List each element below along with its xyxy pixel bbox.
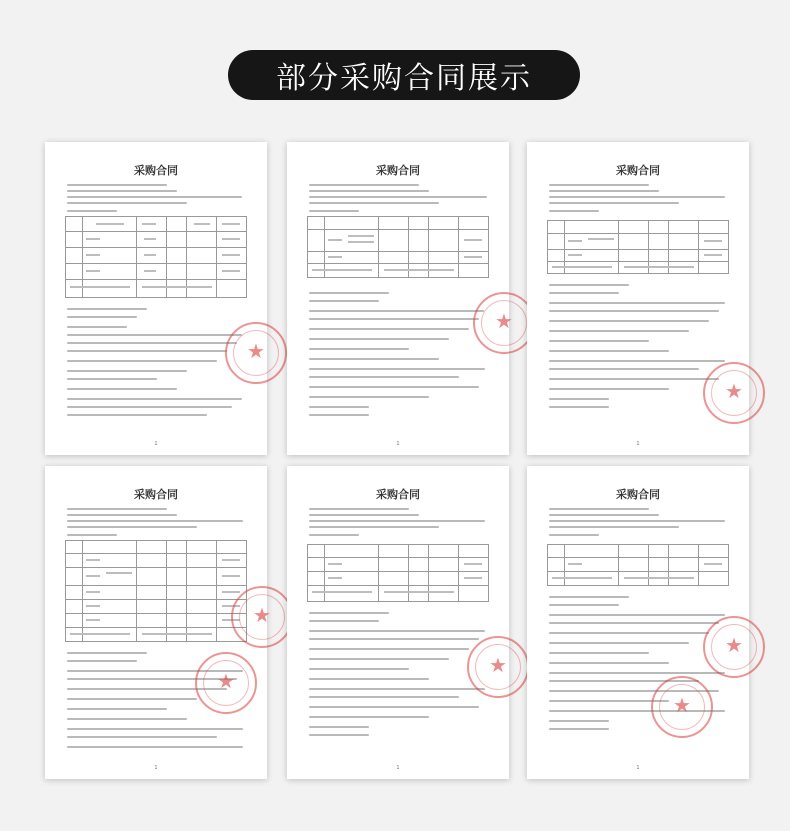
text-line <box>309 630 485 632</box>
section-title-pill <box>228 50 580 100</box>
red-seal-stamp: ★ <box>467 636 529 698</box>
text-line <box>67 342 237 344</box>
contract-page-2[interactable] <box>287 142 513 455</box>
item-table <box>65 216 247 298</box>
text-line <box>549 368 699 370</box>
text-line <box>309 678 429 680</box>
red-seal-stamp: ★ <box>703 362 765 424</box>
text-line <box>549 604 619 606</box>
text-line <box>549 520 725 522</box>
text-line <box>309 202 439 204</box>
text-line <box>549 642 689 644</box>
red-seal-stamp: ★ <box>703 616 765 678</box>
red-seal-stamp: ★ <box>231 586 293 648</box>
contract-page-4[interactable] <box>45 466 271 779</box>
text-line <box>67 718 187 720</box>
text-line <box>549 340 649 342</box>
text-line <box>309 196 487 198</box>
text-line <box>549 330 689 332</box>
text-line <box>67 652 147 654</box>
text-line <box>549 508 649 510</box>
text-line <box>67 184 167 186</box>
text-line <box>549 202 679 204</box>
text-line <box>549 534 599 536</box>
text-line <box>67 526 197 528</box>
text-line <box>67 210 117 212</box>
text-line <box>309 414 369 416</box>
contract-title: 采购合同 <box>616 164 660 177</box>
text-line <box>309 658 449 660</box>
text-line <box>67 660 137 662</box>
contract-title: 采购合同 <box>376 488 420 501</box>
text-line <box>67 514 177 516</box>
text-line <box>309 368 485 370</box>
page-number: 1 <box>636 765 640 771</box>
text-line <box>67 406 232 408</box>
page-number: 1 <box>636 441 640 447</box>
text-line <box>309 648 469 650</box>
text-line <box>549 196 725 198</box>
text-line <box>549 526 679 528</box>
text-line <box>549 284 629 286</box>
text-line <box>309 348 409 350</box>
text-line <box>549 672 725 674</box>
text-line <box>549 210 599 212</box>
contract-page-6[interactable] <box>527 466 749 779</box>
text-line <box>549 398 609 400</box>
item-table <box>307 216 489 278</box>
text-line <box>309 292 389 294</box>
section-title: 部分采购合同展示 <box>276 61 532 96</box>
text-line <box>549 596 629 598</box>
text-line <box>309 526 439 528</box>
text-line <box>309 734 369 736</box>
red-seal-stamp: ★ <box>651 676 713 738</box>
text-line <box>67 360 217 362</box>
text-line <box>67 326 127 328</box>
text-line <box>309 300 379 302</box>
contract-title: 采购合同 <box>134 488 178 501</box>
text-line <box>67 334 242 336</box>
page-number: 1 <box>396 765 400 771</box>
text-line <box>309 310 484 312</box>
text-line <box>67 746 243 748</box>
contract-title: 采购合同 <box>376 164 420 177</box>
text-line <box>309 190 429 192</box>
text-line <box>549 728 609 730</box>
text-line <box>67 370 187 372</box>
text-line <box>549 292 619 294</box>
text-line <box>549 320 709 322</box>
text-line <box>67 308 147 310</box>
red-seal-stamp: ★ <box>225 322 287 384</box>
contract-page-1[interactable] <box>45 142 267 455</box>
text-line <box>309 318 479 320</box>
text-line <box>549 514 659 516</box>
text-line <box>67 508 167 510</box>
text-line <box>67 316 137 318</box>
red-seal-stamp: ★ <box>473 292 535 354</box>
text-line <box>67 698 197 700</box>
text-line <box>67 736 217 738</box>
page-number: 1 <box>154 765 158 771</box>
text-line <box>309 726 369 728</box>
text-line <box>309 668 409 670</box>
text-line <box>309 508 409 510</box>
text-line <box>67 708 167 710</box>
text-line <box>309 688 485 690</box>
text-line <box>309 620 379 622</box>
text-line <box>549 614 725 616</box>
text-line <box>549 310 719 312</box>
text-line <box>549 360 725 362</box>
page-number: 1 <box>396 441 400 447</box>
item-table <box>65 540 247 642</box>
text-line <box>67 520 243 522</box>
text-line <box>549 302 725 304</box>
text-line <box>549 350 669 352</box>
text-line <box>309 638 479 640</box>
text-line <box>309 406 369 408</box>
text-line <box>549 406 609 408</box>
text-line <box>67 190 177 192</box>
text-line <box>67 414 207 416</box>
text-line <box>309 358 439 360</box>
red-seal-stamp: ★ <box>195 652 257 714</box>
text-line <box>309 386 479 388</box>
text-line <box>309 338 449 340</box>
text-line <box>309 396 429 398</box>
item-table <box>307 544 489 602</box>
text-line <box>309 706 479 708</box>
text-line <box>549 378 719 380</box>
text-line <box>549 190 659 192</box>
text-line <box>67 196 242 198</box>
contract-page-3[interactable] <box>527 142 749 455</box>
text-line <box>67 202 187 204</box>
text-line <box>67 388 177 390</box>
contract-title: 采购合同 <box>134 164 178 177</box>
text-line <box>549 388 669 390</box>
text-line <box>549 622 719 624</box>
text-line <box>309 716 429 718</box>
text-line <box>549 662 669 664</box>
text-line <box>549 720 609 722</box>
text-line <box>549 184 649 186</box>
contract-title: 采购合同 <box>616 488 660 501</box>
text-line <box>309 328 469 330</box>
text-line <box>309 210 359 212</box>
text-line <box>309 696 459 698</box>
text-line <box>309 514 419 516</box>
text-line <box>549 632 709 634</box>
text-line <box>309 376 459 378</box>
text-line <box>549 652 649 654</box>
item-table <box>547 220 729 274</box>
text-line <box>67 398 242 400</box>
text-line <box>67 378 157 380</box>
contract-page-5[interactable] <box>287 466 509 779</box>
text-line <box>309 184 419 186</box>
item-table <box>547 544 729 586</box>
text-line <box>67 534 117 536</box>
text-line <box>67 728 243 730</box>
text-line <box>309 612 389 614</box>
text-line <box>309 520 485 522</box>
text-line <box>67 350 227 352</box>
text-line <box>309 534 359 536</box>
page-number: 1 <box>154 441 158 447</box>
